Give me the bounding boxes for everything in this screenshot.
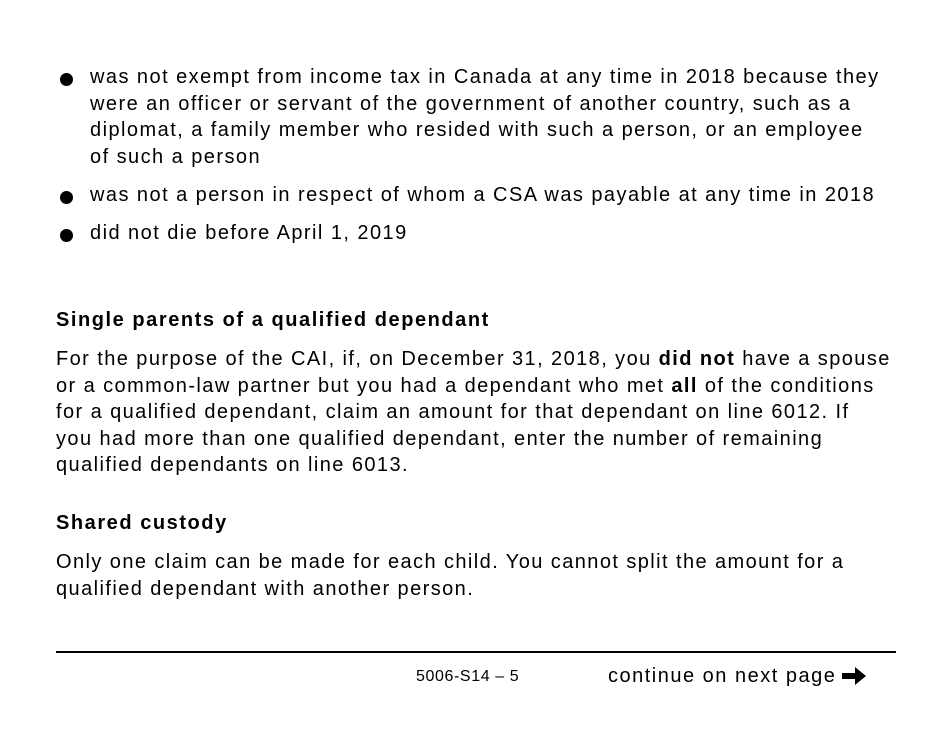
bullet-text: was not exempt from income tax in Canada at any time in 2018 because they were an officer or servant of the government of another country, such as a diplomat, a family member who resided with such a person, or an employee of such a person — [90, 66, 880, 168]
section-heading-single-parents: Single parents of a qualified dependant — [56, 309, 490, 331]
list-item — [56, 64, 886, 170]
paragraph-text: For the purpose of the CAI, if, on December 31, 2018, you — [56, 348, 659, 370]
paragraph-text: have a spouse or a common-law partner but you had a dependant who met — [56, 348, 891, 397]
continue-label: continue on next page — [608, 664, 837, 687]
bullet-icon — [60, 73, 73, 86]
bullet-text: did not die before April 1, 2019 — [90, 221, 408, 244]
bullet-icon — [60, 191, 73, 204]
list-item — [56, 220, 886, 247]
paragraph-text: of the conditions for a qualified dependant, claim an amount for that dependant on line 6012. If you had more than one qualified dependant, enter the number of remaining qualified dependants on line 6013. — [56, 374, 875, 476]
arrow-right-icon — [840, 664, 868, 688]
single-parents-paragraph — [56, 346, 892, 479]
bullet-icon — [60, 229, 73, 242]
emphasis-all: all — [671, 374, 698, 397]
continue-next-page-link[interactable] — [608, 664, 868, 688]
emphasis-did-not: did not — [658, 348, 736, 370]
bullet-list — [56, 64, 886, 258]
section-heading-shared-custody: Shared custody — [56, 512, 228, 534]
footer-divider — [56, 651, 896, 653]
bullet-text: was not a person in respect of whom a CSA was payable at any time in 2018 — [90, 184, 876, 206]
form-page-code: 5006-S14 – 5 — [416, 668, 520, 685]
shared-custody-paragraph: Only one claim can be made for each child. You cannot split the amount for a qualified dependant with another person. — [56, 551, 845, 600]
list-item — [56, 182, 886, 209]
